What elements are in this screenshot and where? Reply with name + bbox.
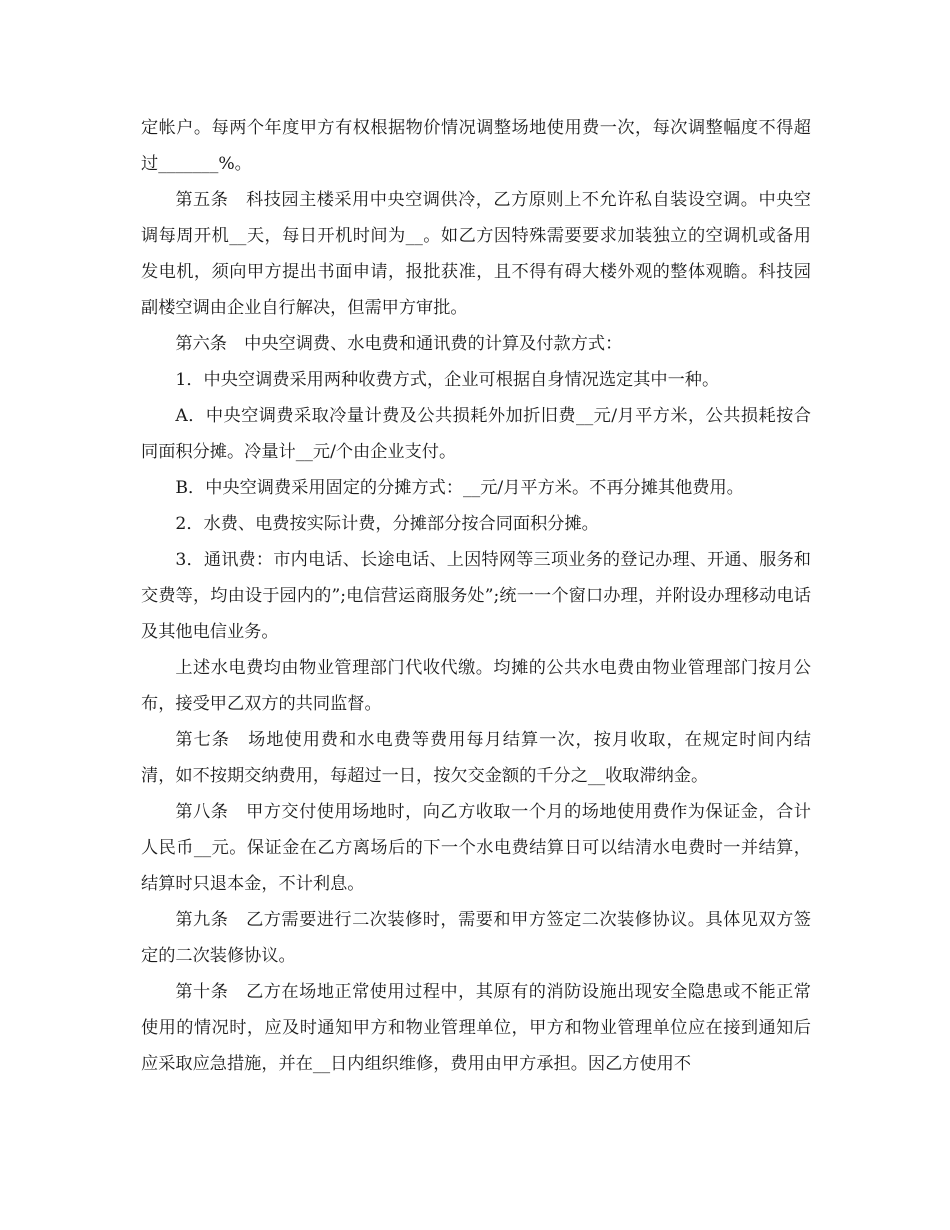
paragraph-1: 定帐户。每两个年度甲方有权根据物价情况调整场地使用费一次，每次调整幅度不得超过_______%。 — [141, 118, 811, 174]
paragraph-item-2: 2．水费、电费按实际计费，分摊部分按合同面积分摊。 — [175, 514, 599, 534]
paragraph-article-7: 第七条 场地使用费和水电费等费用每月结算一次，按月收取，在规定时间内结清，如不按期交纳费用，每超过一日，按欠交金额的千分之__收取滞纳金。 — [141, 730, 811, 786]
paragraph-item-1: 1．中央空调费采用两种收费方式，企业可根据自身情况选定其中一种。 — [175, 370, 720, 390]
paragraph-article-10: 第十条 乙方在场地正常使用过程中，其原有的消防设施出现安全隐患或不能正常使用的情况时，应及时通知甲方和物业管理单位，甲方和物业管理单位应在接到通知后应采取应急措施，并在__日内组织维修，费用由甲方承担。因乙方使用不 — [141, 982, 811, 1074]
document-body — [141, 110, 811, 1082]
paragraph-item-b: B．中央空调费采用固定的分摊方式：__元/月平方米。不再分摊其他费用。 — [175, 478, 744, 498]
paragraph-article-9: 第九条 乙方需要进行二次装修时，需要和甲方签定二次装修协议。具体见双方签定的二次装修协议。 — [141, 910, 811, 966]
paragraph-item-3: 3．通讯费：市内电话、长途电话、上因特网等三项业务的登记办理、开通、服务和交费等，均由设于园内的”;电信营运商服务处”;统一一个窗口办理，并附设办理移动电话及其他电信业务。 — [141, 550, 811, 642]
paragraph-article-6: 第六条 中央空调费、水电费和通讯费的计算及付款方式： — [175, 334, 623, 354]
paragraph-item-a: A．中央空调费采取冷量计费及公共损耗外加折旧费__元/月平方米，公共损耗按合同面积分摊。冷量计__元/个由企业支付。 — [141, 406, 811, 462]
paragraph-article-5: 第五条 科技园主楼采用中央空调供冷，乙方原则上不允许私自装设空调。中央空调每周开机__天，每日开机时间为__。如乙方因特殊需要要求加装独立的空调机或备用发电机，须向甲方提出书面申请，报批获准，且不得有碍大楼外观的整体观瞻。科技园副楼空调由企业自行解决，但需甲方审批。 — [141, 190, 811, 318]
paragraph-article-8: 第八条 甲方交付使用场地时，向乙方收取一个月的场地使用费作为保证金，合计人民币__元。保证金在乙方离场后的下一个水电费结算日可以结清水电费时一并结算，结算时只退本金，不计利息。 — [141, 802, 811, 894]
paragraph-utility-note: 上述水电费均由物业管理部门代收代缴。均摊的公共水电费由物业管理部门按月公布，接受甲乙双方的共同监督。 — [141, 658, 811, 714]
